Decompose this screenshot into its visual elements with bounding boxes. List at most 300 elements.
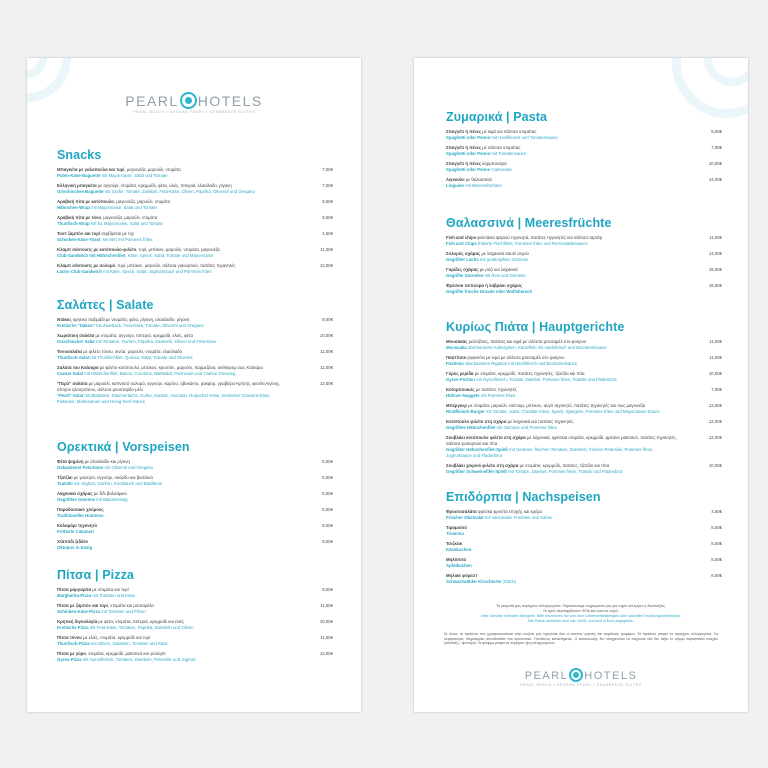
section-desserts (446, 490, 722, 589)
menu-item-text (446, 355, 678, 367)
item-german-details: mit Gemüse und Pommes frites (495, 425, 557, 430)
item-german-details: mit Thunfischfilet, Quinoa, Salat, Tomate und Olivenöl (89, 355, 193, 360)
item-german-details: mit Hackfleisch und Tomatensauce (490, 135, 558, 140)
item-price: 11,00€ (709, 235, 722, 240)
item-german-description (57, 497, 289, 503)
item-price: 7,00€ (711, 145, 722, 150)
item-greek-details: με ντομάτα, αγγούρι, πιπεριά, κρεμμύδι, ελιές, φέτα (94, 333, 193, 338)
menu-item (57, 247, 333, 259)
item-greek-name: Αραβική πίτα με κοτόπουλο (57, 199, 114, 204)
item-greek-name: Σαλάτα του Καίσαρα (57, 365, 99, 370)
logo-tagline: PEARL BEACH • AEGEAN PEARL • SEABREEZE SUITES (520, 683, 642, 687)
item-german-details: mit Gyrosfleisch, Tomaten, Zwiebeln, Petersilie und Joghurt (81, 657, 196, 662)
item-german-name: Kretische "Dakos" (57, 323, 95, 328)
item-greek-details: κρητικό παξιμάδι με ντομάτα, φέτα, ρίγανη, ελαιόλαδο, ρίγανη (71, 317, 190, 322)
item-greek-details: με φιλέτο κοτόπουλο, μπέικον, κρουτόν, μαρούλι, παρμεζάνα, ανθόκρεμ σως Καίσαρα (98, 365, 263, 370)
section-pizza (57, 568, 333, 667)
section-title: Πίτσα | Pizza (57, 568, 134, 582)
item-german-name: Puten-Käse-Baguette (57, 173, 101, 178)
item-german-description (446, 531, 678, 537)
item-german-description (57, 173, 289, 179)
menu-item (57, 231, 333, 243)
item-price: 7,00€ (322, 183, 333, 188)
item-german-description (446, 289, 678, 295)
item-german-name: Schwarzwälder Kirschtorte (446, 579, 502, 584)
item-price: 4,50€ (711, 509, 722, 514)
menu-item-text (57, 635, 289, 647)
item-greek-details: με μαρούλι, καπνιστό σολομό, αγγούρι, καρότο, αβοκάντο, ροκφόρ, γραβιέρα Κρήτης, φιστίκι Αιγίνης, σπόροι ηλιοτρόπιου, σάλτσα μουσταρδο-μέλι (57, 381, 281, 392)
logo-word-pearl: PEARL (524, 670, 569, 682)
item-greek-details: με ελαιόλαδο και ρίγανη (83, 459, 130, 464)
menu-item (446, 463, 722, 475)
menu-page-left (27, 58, 361, 712)
item-greek-details: σερβίρεται με τηγ (100, 231, 135, 236)
item-greek-description (57, 381, 289, 393)
item-greek-name: Σουβλάκι κοτόπουλο φιλέτο στη σχάρα (446, 435, 526, 440)
item-german-details: mit Reis und Gemüse (483, 273, 526, 278)
item-german-name: Spaghetti oder Penne (446, 135, 491, 140)
item-price: 10,00€ (708, 371, 722, 376)
menu-item (446, 525, 722, 537)
item-german-description (57, 481, 289, 487)
menu-item (446, 371, 722, 383)
item-german-description (57, 641, 289, 647)
item-price: 11,00€ (709, 339, 722, 344)
menu-item (57, 587, 333, 599)
menu-item (57, 333, 333, 345)
menu-item (446, 161, 722, 173)
item-greek-details: με κιμά και σάλτσα ντομάτας (481, 129, 537, 134)
item-greek-name: Φρουτοσαλάτα (446, 509, 477, 514)
menu-item (57, 523, 333, 535)
allergen-notes (444, 604, 718, 624)
menu-item (446, 387, 722, 399)
item-price: 8,00€ (322, 317, 333, 322)
item-german-description (446, 547, 678, 553)
menu-item (446, 355, 722, 367)
item-german-name: Oktopus in Essig (57, 545, 93, 550)
menu-item (57, 167, 333, 179)
item-greek-details: με αγγούρι, ντομάτα, κρεμμύδι, φέτα, ελιές, πιπεριά, ελαιόλαδο, ρίγανη (96, 183, 232, 188)
item-german-description (446, 167, 678, 173)
item-german-details: mit Joghurt, Gurken, Knoblauch und Basilikum (72, 481, 163, 486)
menu-item (57, 491, 333, 503)
item-price: 9,00€ (322, 539, 333, 544)
item-greek-name: Μηλόπιτα (446, 557, 466, 562)
item-greek-details: με ελιές, ντομάτα, κρεμμύδι και τυρί (81, 635, 151, 640)
menu-item-text (57, 381, 289, 405)
menu-item-text (57, 459, 289, 471)
menu-item (446, 573, 722, 585)
item-price: 10,00€ (319, 619, 333, 624)
item-german-name: Caesar-Salat (57, 371, 84, 376)
item-german-details: mit Käse, Speck, Salat, Joghurtsauce und Pommes frites (101, 269, 212, 274)
item-greek-name: Τιραμισού (446, 525, 467, 530)
item-german-name: Rindfleisch-Burger (446, 409, 485, 414)
item-german-description (57, 393, 289, 405)
item-greek-details: μελιτζάνες, πατάτες και κιμά με σάλτσα μπεσαμέλ στο φούρνο (467, 339, 587, 344)
item-price: 5,00€ (711, 525, 722, 530)
item-greek-details: φρέσκα φρούτα εποχής και κρέμα (476, 509, 542, 514)
section-title: Snacks (57, 148, 102, 162)
menu-item-text (57, 167, 289, 179)
footer-logo (414, 668, 748, 687)
item-german-name: Thunfisch-Wrap (57, 221, 90, 226)
item-german-name: Gyros-Pizza (57, 657, 82, 662)
section-title: Ορεκτικά | Vorspeisen (57, 440, 190, 454)
item-german-name: Moussaka (446, 345, 467, 350)
menu-item-text (446, 251, 678, 263)
menu-item-text (57, 183, 289, 195)
item-german-name: Hähnchen-Wrap (57, 205, 90, 210)
item-german-description (446, 345, 678, 351)
item-greek-name: Τσιζκέικ (446, 541, 463, 546)
menu-item-text (57, 317, 289, 329)
item-german-details: mit Gurke, Tomate, Zwiebel, Feta-Käse, Oliven, Paprika, Olivenöl und Oregano (103, 189, 255, 194)
item-price: 11,00€ (320, 603, 333, 608)
menu-item (57, 263, 333, 275)
item-greek-name: Fish and chips (446, 235, 477, 240)
item-greek-name: Μουσακάς (446, 339, 468, 344)
item-german-details: überbackene Auberginen, Kartoffeln mit Hackfleisch und Bechamelsauce (466, 345, 607, 350)
item-german-name: Hühner-Nuggets (446, 393, 480, 398)
section-snacks (57, 148, 333, 279)
item-price: 12,00€ (319, 263, 333, 268)
menu-item-text (446, 387, 678, 399)
item-german-details: mit Gyrosfleisch, Tomate, Zwiebel, Pommes frites, Tsatsiki und Fladenbrot (474, 377, 617, 382)
item-german-description (446, 273, 678, 279)
menu-item (446, 419, 722, 431)
item-price: 6,00€ (711, 573, 722, 578)
item-german-details: mit gedämpftem Gemüse (478, 257, 529, 262)
menu-item (57, 199, 333, 211)
item-german-details: mit Balsamessig (94, 497, 128, 502)
menu-item-text (446, 177, 678, 189)
item-german-description (57, 253, 289, 259)
menu-item (57, 539, 333, 551)
item-price: 12,00€ (708, 419, 722, 424)
item-greek-details: , τυρί, μπέικον, μαρούλι, ντομάτα, μαγιονέζα (136, 247, 220, 252)
item-greek-details: καρμπονάρα (481, 161, 507, 166)
item-price: 13,00€ (708, 403, 722, 408)
item-german-description (57, 205, 289, 211)
item-price: 5,00€ (711, 557, 722, 562)
menu-item (446, 129, 722, 141)
item-greek-name: Ντάκος (57, 317, 72, 322)
item-german-description (446, 425, 678, 431)
item-german-name: Margherita-Pizza (57, 593, 92, 598)
logo-word-hotels: HOTELS (584, 670, 638, 682)
item-greek-details: με θαλασσινά (464, 177, 492, 182)
note-line: Τα γεύματά μας περιέχουν αλλεργιογόνα. Παρακαλούμε ενημερώστε μας για τυχόν αλλεργίες ή δυσανεξίες. (496, 604, 666, 608)
menu-item-text (446, 339, 678, 351)
item-greek-name: Τονοσαλάτα (57, 349, 82, 354)
item-german-name: Käsekuchen (446, 547, 472, 552)
item-german-name: Griechisches Baguette (57, 189, 104, 194)
item-price: 12,00€ (319, 381, 333, 386)
item-price: 10,00€ (708, 463, 722, 468)
menu-item (446, 403, 722, 415)
item-greek-name: Ελληνική μπαγκέτα (57, 183, 97, 188)
menu-item-text (57, 619, 289, 631)
item-greek-details: με φέτα, ντομάτα, πιπεριά, κρεμμύδι και ελιές (97, 619, 185, 624)
item-greek-details: με ξίδι βαλσάμικο (92, 491, 127, 496)
item-greek-details: με σάλτσα ντομάτας (481, 145, 521, 150)
item-greek-name: Παραδοσιακό χούμους (57, 507, 104, 512)
menu-page-right (414, 58, 748, 712)
menu-item (446, 541, 722, 553)
item-greek-details: , ντομάτα, κρεμμύδι, μαϊντανό και γιαούρτι (85, 651, 166, 656)
item-german-description (446, 515, 678, 521)
logo-tagline: PEARL BEACH • AEGEAN PEARL • SEABREEZE SUITES (133, 110, 255, 114)
item-greek-name: Σουβλάκι χοιρινό φιλέτο στη σχάρα (446, 463, 519, 468)
item-german-name: Spaghetti oder Penne (446, 151, 491, 156)
item-greek-details: με ντομάτα και τυρί (91, 587, 129, 592)
item-german-details: mit Tomaten, Gurken, Paprika, Zwiebeln, Oliven und Feta-Käse (94, 339, 217, 344)
item-german-details: mit Gemüse, frischen Tomaten, Zwiebeln, frischer Petersilie, Pommes frites, Joghurtsauce und Fladenbrot (446, 447, 654, 458)
item-greek-details: με λαχανικά σαυτέ ατμού (480, 251, 529, 256)
menu-item (57, 459, 333, 471)
menu-item-text (446, 403, 678, 415)
item-greek-name: Σολομός σχάρας (446, 251, 481, 256)
item-greek-name: Καλαμάρι τηγανητό (57, 523, 98, 528)
item-price: 13,00€ (319, 651, 333, 656)
item-greek-details: με ρύζι και λαχανικά (478, 267, 518, 272)
item-german-name: Gegrilltes Hähnchenfilet (446, 425, 496, 430)
item-german-description (57, 269, 289, 275)
item-greek-details: φιλετάκια ψαριού τηγανητά, πατάτες τηγανητές και σάλτσα ταρτάρ (476, 235, 603, 240)
item-german-description (446, 257, 678, 263)
item-german-description (446, 563, 678, 569)
item-price: 11,00€ (320, 365, 333, 370)
menu-item-text (57, 491, 289, 503)
section-pasta (446, 110, 722, 193)
item-greek-details: , μαγιονέζα, μαρούλι, ντομάτα (100, 215, 158, 220)
menu-item (446, 177, 722, 189)
item-greek-name: Χωριάτικη σαλάτα (57, 333, 95, 338)
item-greek-name: Σπαγγέτι ή πένες (446, 145, 482, 150)
item-price: 11,00€ (320, 247, 333, 252)
item-greek-name: Τζατζίκι (57, 475, 73, 480)
item-german-name: Schinken-Käse-Toast (57, 237, 101, 242)
menu-item-text (57, 539, 289, 551)
menu-item-text (57, 651, 289, 663)
note-line: Οι τιμές περιλαμβάνουν ΦΠΑ και είναι σε ευρώ. (543, 609, 619, 613)
item-price: 9,00€ (322, 587, 333, 592)
menu-item-text (57, 199, 289, 211)
item-german-details: mit Tomaten und Pilzen (99, 609, 146, 614)
menu-item (57, 317, 333, 329)
item-german-name: Gegrillter Hähnchenfilet-Spieß (446, 447, 508, 452)
item-german-description (446, 377, 678, 383)
menu-item (446, 267, 722, 279)
item-price: 11,00€ (320, 349, 333, 354)
menu-item (57, 635, 333, 647)
item-greek-details: με φιλέτο τόνου, κινόα, μαρούλι, ντομάτα, ελαιόλαδο (81, 349, 183, 354)
item-german-details: frittierte Fischfilets, Pommes frites und Remouladensauce (476, 241, 588, 246)
item-german-name: Apfelkuchen (446, 563, 472, 568)
menu-item-text (446, 509, 678, 521)
menu-item (446, 283, 722, 295)
menu-item (446, 145, 722, 157)
menu-item-text (57, 475, 289, 487)
menu-item (57, 349, 333, 361)
menu-item (57, 381, 333, 405)
menu-item-text (446, 371, 678, 383)
menu-item-text (446, 283, 678, 295)
item-greek-details: , τυρί, μπέικον, μαρούλι, σάλτσα γιαουρτιού, πατάτες τηγανητές (115, 263, 236, 268)
item-greek-name: Φέτα ψημένη (57, 459, 84, 464)
section-seafood (446, 216, 722, 299)
section-title: Επιδόρπια | Nachspeisen (446, 490, 601, 504)
item-german-name: Frischer Obstsalat (446, 515, 484, 520)
item-german-details: mit Blattsalat, Räucherlachs, Gurke, Karotte, Avocado, Roquefort-Käse, kretischer Graviera-Käse, Pistazien, Mohnsamen und Honig-Senf-Sauce (57, 393, 271, 404)
item-greek-name: Λιγκουίνι (446, 177, 465, 182)
item-german-name: Tsatsiki (57, 481, 73, 486)
section-title: Ζυμαρικά | Pasta (446, 110, 548, 124)
menu-item-text (446, 573, 678, 585)
item-price: 8,00€ (322, 215, 333, 220)
item-german-description (446, 241, 678, 247)
item-german-description (57, 529, 289, 535)
item-price: 15,00€ (708, 267, 722, 272)
item-greek-details: ριγκατόνι με κιμά με σάλτσα μπεσαμέλ στο φούρνο (466, 355, 565, 360)
logo-word-hotels: HOTELS (197, 93, 263, 109)
item-german-description (57, 371, 289, 377)
item-german-description (57, 657, 289, 663)
menu-item-text (446, 525, 678, 537)
item-price: 4,50€ (322, 231, 333, 236)
item-german-name: Traditioneller Hummus (57, 513, 104, 518)
menu-item-text (446, 541, 678, 553)
item-german-description (57, 189, 289, 195)
menu-item (57, 603, 333, 615)
menu-item (57, 215, 333, 227)
legal-text: Σε όλους τα προϊόντα που χρησιμοποιούνται στην κουζίνα μας τηρούνται όλοι οι κανόνες υγιεινής και ασφάλειας τροφίμων. Τα προϊόντα μπορεί να περιέχουν αλλεργιογόνα. Για περισσότερες πληροφορίες απευθυνθείτε στο προσωπικό. Υπεύθυνος καταστήματος. Ο καταναλωτής δεν υποχρεούται να πληρώσει εάν δεν λάβει το νόμιμο παραστατικό στοιχείο (απόδειξη - τιμολόγιο). Τα τρόφιμα μπορεί να περιέχουν ίχνη αλλεργιογόνων. (444, 632, 718, 646)
item-greek-name: Αραβική πίτα με τόνο (57, 215, 101, 220)
item-greek-name: Μηλιακ φόρεστ (446, 573, 478, 578)
item-greek-name: Φρέσκια τσιπούρα ή λαβράκι σχάρας (446, 283, 523, 288)
item-greek-details: , ντομάτα και μοτσαρέλα (107, 603, 154, 608)
item-german-description (57, 609, 289, 615)
item-german-description (57, 625, 289, 631)
item-price: 8,00€ (322, 523, 333, 528)
item-greek-name: Κρητική διγουλαγία (57, 619, 98, 624)
item-price: 10,00€ (319, 333, 333, 338)
item-german-details: , serviert mit Pommes frites (100, 237, 153, 242)
note-line: Alle Preise verstehen sich inkl. MwSt. und sind in Euro angegeben. (527, 619, 635, 623)
section-title: Σαλάτες | Salate (57, 298, 154, 312)
item-german-description (57, 355, 289, 361)
menu-item-text (446, 267, 678, 279)
item-price: 7,00€ (322, 167, 333, 172)
item-greek-name: Πίτσα μαργαρίτα (57, 587, 92, 592)
item-greek-name: Σπαγγέτι ή πένες (446, 161, 482, 166)
item-price: 7,00€ (711, 387, 722, 392)
menu-item-text (446, 145, 678, 157)
menu-item-text (446, 419, 678, 431)
item-german-description (57, 513, 289, 519)
item-german-description (446, 135, 678, 141)
menu-item-text (446, 129, 678, 141)
section-main-courses (446, 320, 722, 479)
item-german-name: Gegrillte frische Dorade oder Wolfsbarsch (446, 289, 533, 294)
menu-item (57, 651, 333, 663)
item-greek-details: με ντομάτα, μαρούλι, τσένταρ, μπέικον, αυγό τηγανητό, πατάτες τηγανητές και σως μαγιονέζα (466, 403, 646, 408)
item-german-name: Gegrillte Garnelen (446, 273, 484, 278)
item-german-description (446, 447, 678, 459)
item-german-details: mit Tomaten und Käse (91, 593, 136, 598)
item-german-description (446, 579, 678, 585)
menu-item (57, 183, 333, 195)
item-german-description (446, 151, 678, 157)
item-price: 14,00€ (708, 251, 722, 256)
item-price: 5,00€ (711, 541, 722, 546)
menu-item (446, 509, 722, 521)
item-greek-name: Κοτόπουλο φιλέτο στη σχάρα (446, 419, 507, 424)
menu-item-text (446, 235, 678, 247)
item-greek-name: Πίτσα με γύρο (57, 651, 86, 656)
menu-item (57, 507, 333, 519)
item-greek-details: με πατάτες τηγανητές (474, 387, 517, 392)
menu-item-text (57, 231, 289, 243)
menu-item-text (57, 263, 289, 275)
menu-item-text (446, 161, 678, 173)
item-greek-name: Σπαγγέτι ή πένες (446, 129, 482, 134)
item-greek-name: Λαχανικά σχάρας (57, 491, 93, 496)
item-german-name: Spaghetti oder Penne (446, 167, 491, 172)
item-german-description (57, 237, 289, 243)
item-german-name: Frittierte Calamari (57, 529, 94, 534)
item-greek-details: με λαχανικά, φρέσκια ντομάτα, κρεμμύδι, φρέσκο μαϊντανό, πατάτες τηγανητές, σάλτσα γιαουρτιού και πίτα (446, 435, 677, 446)
item-german-description (57, 339, 289, 345)
menu-item-text (57, 587, 289, 599)
item-greek-name: Κοτομπουκιές (446, 387, 475, 392)
item-german-description (446, 361, 678, 367)
item-price: 8,00€ (711, 129, 722, 134)
item-price: 6,00€ (322, 475, 333, 480)
item-german-details: mit Zwieback, Feta-Käse, Tomate, Olivenöl und Oregano (94, 323, 204, 328)
item-greek-details: με γιαούρτι, αγγούρι, σκόρδο και βασιλικό (72, 475, 153, 480)
item-german-details: mit Feta-Käse, Tomaten, Paprika, Zwiebeln und Oliven (88, 625, 194, 630)
item-price: 6,00€ (322, 491, 333, 496)
menu-item-text (57, 523, 289, 535)
menu-item-text (57, 215, 289, 227)
menu-item (446, 339, 722, 351)
item-german-details: mit Tomatensauce (490, 151, 527, 156)
item-price: 6,00€ (322, 459, 333, 464)
item-price: 14,00€ (708, 177, 722, 182)
item-german-name: Gegrilltes Gemüse (57, 497, 95, 502)
item-german-details: , Käse, Speck, Salat, Tomate und Mayonnaise (125, 253, 214, 258)
menu-item (446, 235, 722, 247)
item-greek-name: Χταπόδι ξιδάτο (57, 539, 88, 544)
menu-item-text (446, 557, 678, 569)
menu-item (446, 435, 722, 459)
menu-item (446, 557, 722, 569)
item-german-name: Club-Sandwich mit Hähnchenfilet (57, 253, 126, 258)
item-german-description (57, 221, 289, 227)
item-german-details: mit Mayonnaise, Salat und Tomate (89, 205, 157, 210)
item-german-description (446, 409, 678, 415)
item-german-name: Gebackener Feta-Käse (57, 465, 104, 470)
item-german-details: mit Hähnchenfilet, Bacon, Croutons, Blattsalat, Parmesan und Caesar Dressing (83, 371, 236, 376)
item-greek-details: με ντομάτα, κρεμμύδι, πατάτες, τζατζίκι και πίτα (518, 463, 610, 468)
menu-item-text (57, 507, 289, 519)
item-price: 11,00€ (320, 635, 333, 640)
menu-item-text (57, 349, 289, 361)
note-line: Viele Gerichte enthalten Allergene. Bitte informieren Sie uns über Lebensmittelallergien oder spezielle Ernährungsbedürfnisse. (480, 614, 682, 618)
